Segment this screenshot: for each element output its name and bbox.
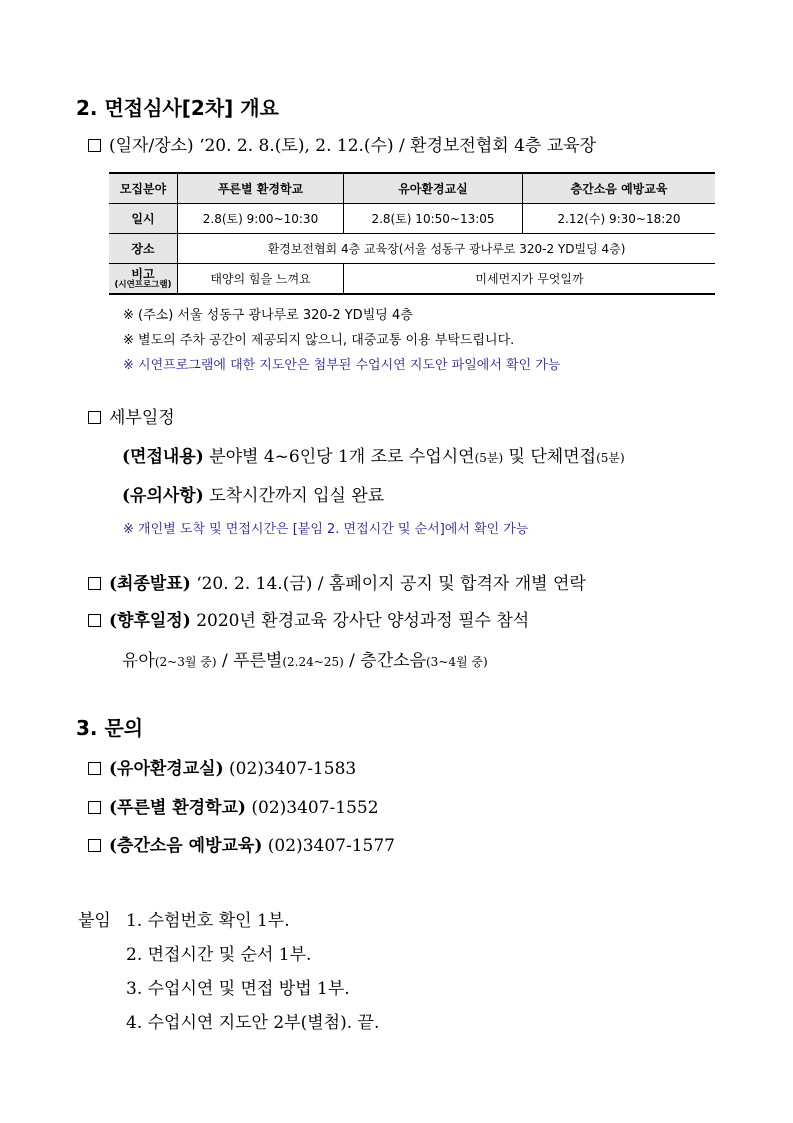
table-cell: 2.8(토) 10:50~13:05 xyxy=(344,204,523,234)
table-cell: 미세먼지가 무엇일까 xyxy=(344,264,716,295)
table-header-cell: 유아환경교실 xyxy=(344,173,523,204)
row-sublabel: (시연프로그램) xyxy=(114,279,172,290)
table-row xyxy=(109,234,715,264)
checkbox-icon xyxy=(88,801,101,814)
table-cell: 태양의 힘을 느껴요 xyxy=(178,264,344,295)
caution-line: (유의사항) 도착시간까지 입실 완료 xyxy=(122,486,385,506)
note-lesson-plan: ※ 시연프로그램에 대한 지도안은 첨부된 수업시연 지도안 파일에서 확인 가능 xyxy=(123,358,561,373)
checkbox-icon xyxy=(88,614,101,627)
section-3-title: 3. 문의 xyxy=(76,716,144,740)
contact-item: (유아환경교실) (02)3407-1583 xyxy=(88,754,356,779)
schedule-date-line: (일자/장소) ‘20. 2. 8.(토), 2. 12.(수) / 환경보전협회 4층 교육장 xyxy=(88,131,596,156)
checkbox-icon xyxy=(88,139,101,152)
table-row xyxy=(109,264,715,295)
checkbox-icon xyxy=(88,577,101,590)
table-cell: 환경보전협회 4층 교육장(서울 성동구 광나루로 320-2 YD빌딩 4층) xyxy=(178,234,716,264)
row-label: 일시 xyxy=(109,204,178,234)
attachment-item: 4. 수업시연 지도안 2부(별첨). 끝. xyxy=(126,1013,380,1033)
note-arrival: ※ 개인별 도착 및 면접시간은 [붙임 2. 면접시간 및 순서]에서 확인 가능 xyxy=(123,522,529,537)
detail-title: 세부일정 xyxy=(88,403,175,428)
row-label: 비고 (시연프로그램) xyxy=(109,264,178,295)
attachment-item: 3. 수업시연 및 면접 방법 1부. xyxy=(126,979,350,999)
note-address: ※ (주소) 서울 성동구 광나루로 320-2 YD빌딩 4층 xyxy=(123,308,413,323)
checkbox-icon xyxy=(88,411,101,424)
table-cell: 2.8(토) 9:00~10:30 xyxy=(178,204,344,234)
table-header-cell: 모집분야 xyxy=(109,173,178,204)
table-header-cell: 층간소음 예방교육 xyxy=(523,173,716,204)
table-header-row xyxy=(109,173,715,204)
attachment-item: 2. 면접시간 및 순서 1부. xyxy=(126,945,312,965)
future-line: (향후일정) 2020년 환경교육 강사단 양성과정 필수 참석 xyxy=(88,606,529,631)
schedule-table xyxy=(109,172,715,295)
section-2-title: 2. 면접심사[2차] 개요 xyxy=(76,96,279,120)
row-label: 장소 xyxy=(109,234,178,264)
table-header-cell: 푸른별 환경학교 xyxy=(178,173,344,204)
attachment-item: 1. 수험번호 확인 1부. xyxy=(126,911,290,931)
checkbox-icon xyxy=(88,762,101,775)
interview-line: (면접내용) 분야별 4~6인당 1개 조로 수업시연(5분) 및 단체면접(5분) xyxy=(122,447,625,467)
note-parking: ※ 별도의 주차 공간이 제공되지 않으니, 대중교통 이용 부탁드립니다. xyxy=(123,333,515,348)
future-sub-line: 유아(2~3월 중) / 푸른별(2.24~25) / 층간소음(3~4월 중) xyxy=(122,651,488,671)
contact-item: (푸른별 환경학교) (02)3407-1552 xyxy=(88,793,379,818)
table-cell: 2.12(수) 9:30~18:20 xyxy=(523,204,716,234)
checkbox-icon xyxy=(88,839,101,852)
table-row xyxy=(109,204,715,234)
attachment-prefix: 붙임 xyxy=(78,911,111,931)
final-announce-line: (최종발표) ‘20. 2. 14.(금) / 홈페이지 공지 및 합격자 개별 연락 xyxy=(88,569,586,594)
contact-item: (층간소음 예방교육) (02)3407-1577 xyxy=(88,831,395,856)
